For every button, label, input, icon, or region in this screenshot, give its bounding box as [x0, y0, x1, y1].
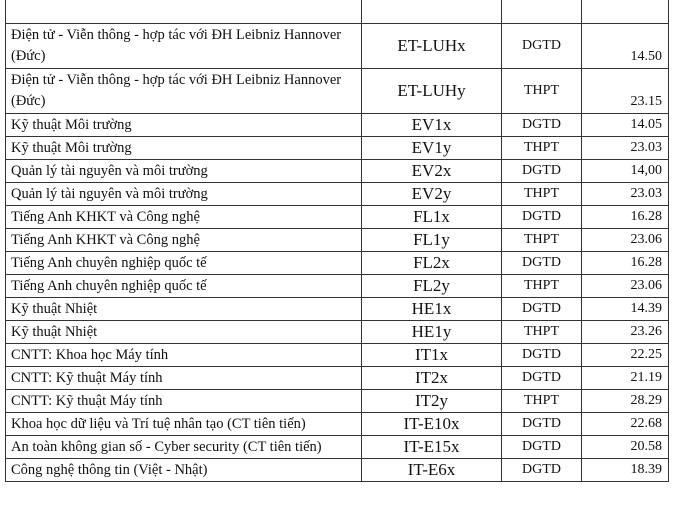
cell-type: DGTD — [502, 367, 582, 390]
table-row — [6, 275, 669, 298]
table-row — [6, 206, 669, 229]
cell-type: DGTD — [502, 206, 582, 229]
cell-code: HE1y — [362, 321, 502, 344]
cell-name: Quản lý tài nguyên và môi trường — [6, 183, 362, 206]
cell-code: EV1y — [362, 137, 502, 160]
table-body — [6, 0, 669, 482]
cell-name: Quản lý tài nguyên và môi trường — [6, 160, 362, 183]
table-row — [6, 137, 669, 160]
cell-name: Kỹ thuật Môi trường — [6, 114, 362, 137]
table-row — [6, 413, 669, 436]
cell-type: THPT — [502, 137, 582, 160]
cell-code: IT-E10x — [362, 413, 502, 436]
cell-code: FL2x — [362, 252, 502, 275]
table-row — [6, 69, 669, 114]
cell-score: 14,00 — [582, 160, 669, 183]
table-row — [6, 367, 669, 390]
cell-code: IT-E6x — [362, 459, 502, 482]
table-row — [6, 459, 669, 482]
cell-score: 14.39 — [582, 298, 669, 321]
cell-code: FL2y — [362, 275, 502, 298]
cell-type: DGTD — [502, 24, 582, 69]
cell-name: Tiếng Anh chuyên nghiệp quốc tế — [6, 275, 362, 298]
cell-score: 22.68 — [582, 413, 669, 436]
cell-name: Tiếng Anh KHKT và Công nghệ — [6, 229, 362, 252]
cell-score — [582, 0, 669, 24]
cell-type: DGTD — [502, 459, 582, 482]
cell-type — [502, 0, 582, 24]
cell-name: Kỹ thuật Nhiệt — [6, 321, 362, 344]
cell-name: Tiếng Anh chuyên nghiệp quốc tế — [6, 252, 362, 275]
cell-name: CNTT: Kỹ thuật Máy tính — [6, 367, 362, 390]
cell-type: THPT — [502, 275, 582, 298]
cell-name — [6, 0, 362, 24]
cell-type: THPT — [502, 229, 582, 252]
cell-type: THPT — [502, 183, 582, 206]
cell-type: THPT — [502, 390, 582, 413]
cell-score: 22.25 — [582, 344, 669, 367]
cell-type: DGTD — [502, 344, 582, 367]
cell-code: FL1x — [362, 206, 502, 229]
cell-name: Tiếng Anh KHKT và Công nghệ — [6, 206, 362, 229]
table-row — [6, 229, 669, 252]
cell-score: 21.19 — [582, 367, 669, 390]
table-row — [6, 390, 669, 413]
cell-type: DGTD — [502, 436, 582, 459]
cell-score: 23.06 — [582, 229, 669, 252]
cell-name: Công nghệ thông tin (Việt - Nhật) — [6, 459, 362, 482]
cell-score: 14.50 — [582, 24, 669, 69]
cell-score: 23.06 — [582, 275, 669, 298]
cell-type: THPT — [502, 321, 582, 344]
cell-score: 23.15 — [582, 69, 669, 114]
cell-name: Điện tử - Viễn thông - hợp tác với ĐH Leibniz Hannover (Đức) — [6, 69, 362, 114]
table-row-top-cut — [6, 0, 669, 24]
table-row — [6, 436, 669, 459]
cell-name: Điện tử - Viễn thông - hợp tác với ĐH Leibniz Hannover (Đức) — [6, 24, 362, 69]
cell-score: 20.58 — [582, 436, 669, 459]
cell-code: IT2x — [362, 367, 502, 390]
table-row — [6, 114, 669, 137]
cell-score: 23.03 — [582, 183, 669, 206]
cell-name: Kỹ thuật Môi trường — [6, 137, 362, 160]
cell-name: Khoa học dữ liệu và Trí tuệ nhân tạo (CT tiên tiến) — [6, 413, 362, 436]
cell-score: 16.28 — [582, 206, 669, 229]
cell-code: FL1y — [362, 229, 502, 252]
cell-type: DGTD — [502, 160, 582, 183]
cell-code: ET-LUHy — [362, 69, 502, 114]
table-row — [6, 160, 669, 183]
table-row — [6, 344, 669, 367]
cell-code: IT1x — [362, 344, 502, 367]
cell-score: 14.05 — [582, 114, 669, 137]
table-row — [6, 183, 669, 206]
cell-code: IT-E15x — [362, 436, 502, 459]
cell-code: EV1x — [362, 114, 502, 137]
cell-name: CNTT: Kỹ thuật Máy tính — [6, 390, 362, 413]
cell-type: DGTD — [502, 252, 582, 275]
table-row — [6, 252, 669, 275]
admission-scores-table — [5, 0, 669, 482]
cell-score: 16.28 — [582, 252, 669, 275]
table-row — [6, 298, 669, 321]
cell-score: 28.29 — [582, 390, 669, 413]
cell-code: HE1x — [362, 298, 502, 321]
cell-code: EV2x — [362, 160, 502, 183]
cell-type: DGTD — [502, 413, 582, 436]
cell-name: Kỹ thuật Nhiệt — [6, 298, 362, 321]
cell-type: DGTD — [502, 298, 582, 321]
cell-type: THPT — [502, 69, 582, 114]
cell-code: EV2y — [362, 183, 502, 206]
cell-code: ET-LUHx — [362, 24, 502, 69]
cell-code: IT2y — [362, 390, 502, 413]
cell-score: 18.39 — [582, 459, 669, 482]
cell-name: CNTT: Khoa học Máy tính — [6, 344, 362, 367]
cell-type: DGTD — [502, 114, 582, 137]
cell-code — [362, 0, 502, 24]
cell-score: 23.26 — [582, 321, 669, 344]
table-row — [6, 321, 669, 344]
table-row — [6, 24, 669, 69]
cell-score: 23.03 — [582, 137, 669, 160]
cell-name: An toàn không gian số - Cyber security (CT tiên tiến) — [6, 436, 362, 459]
